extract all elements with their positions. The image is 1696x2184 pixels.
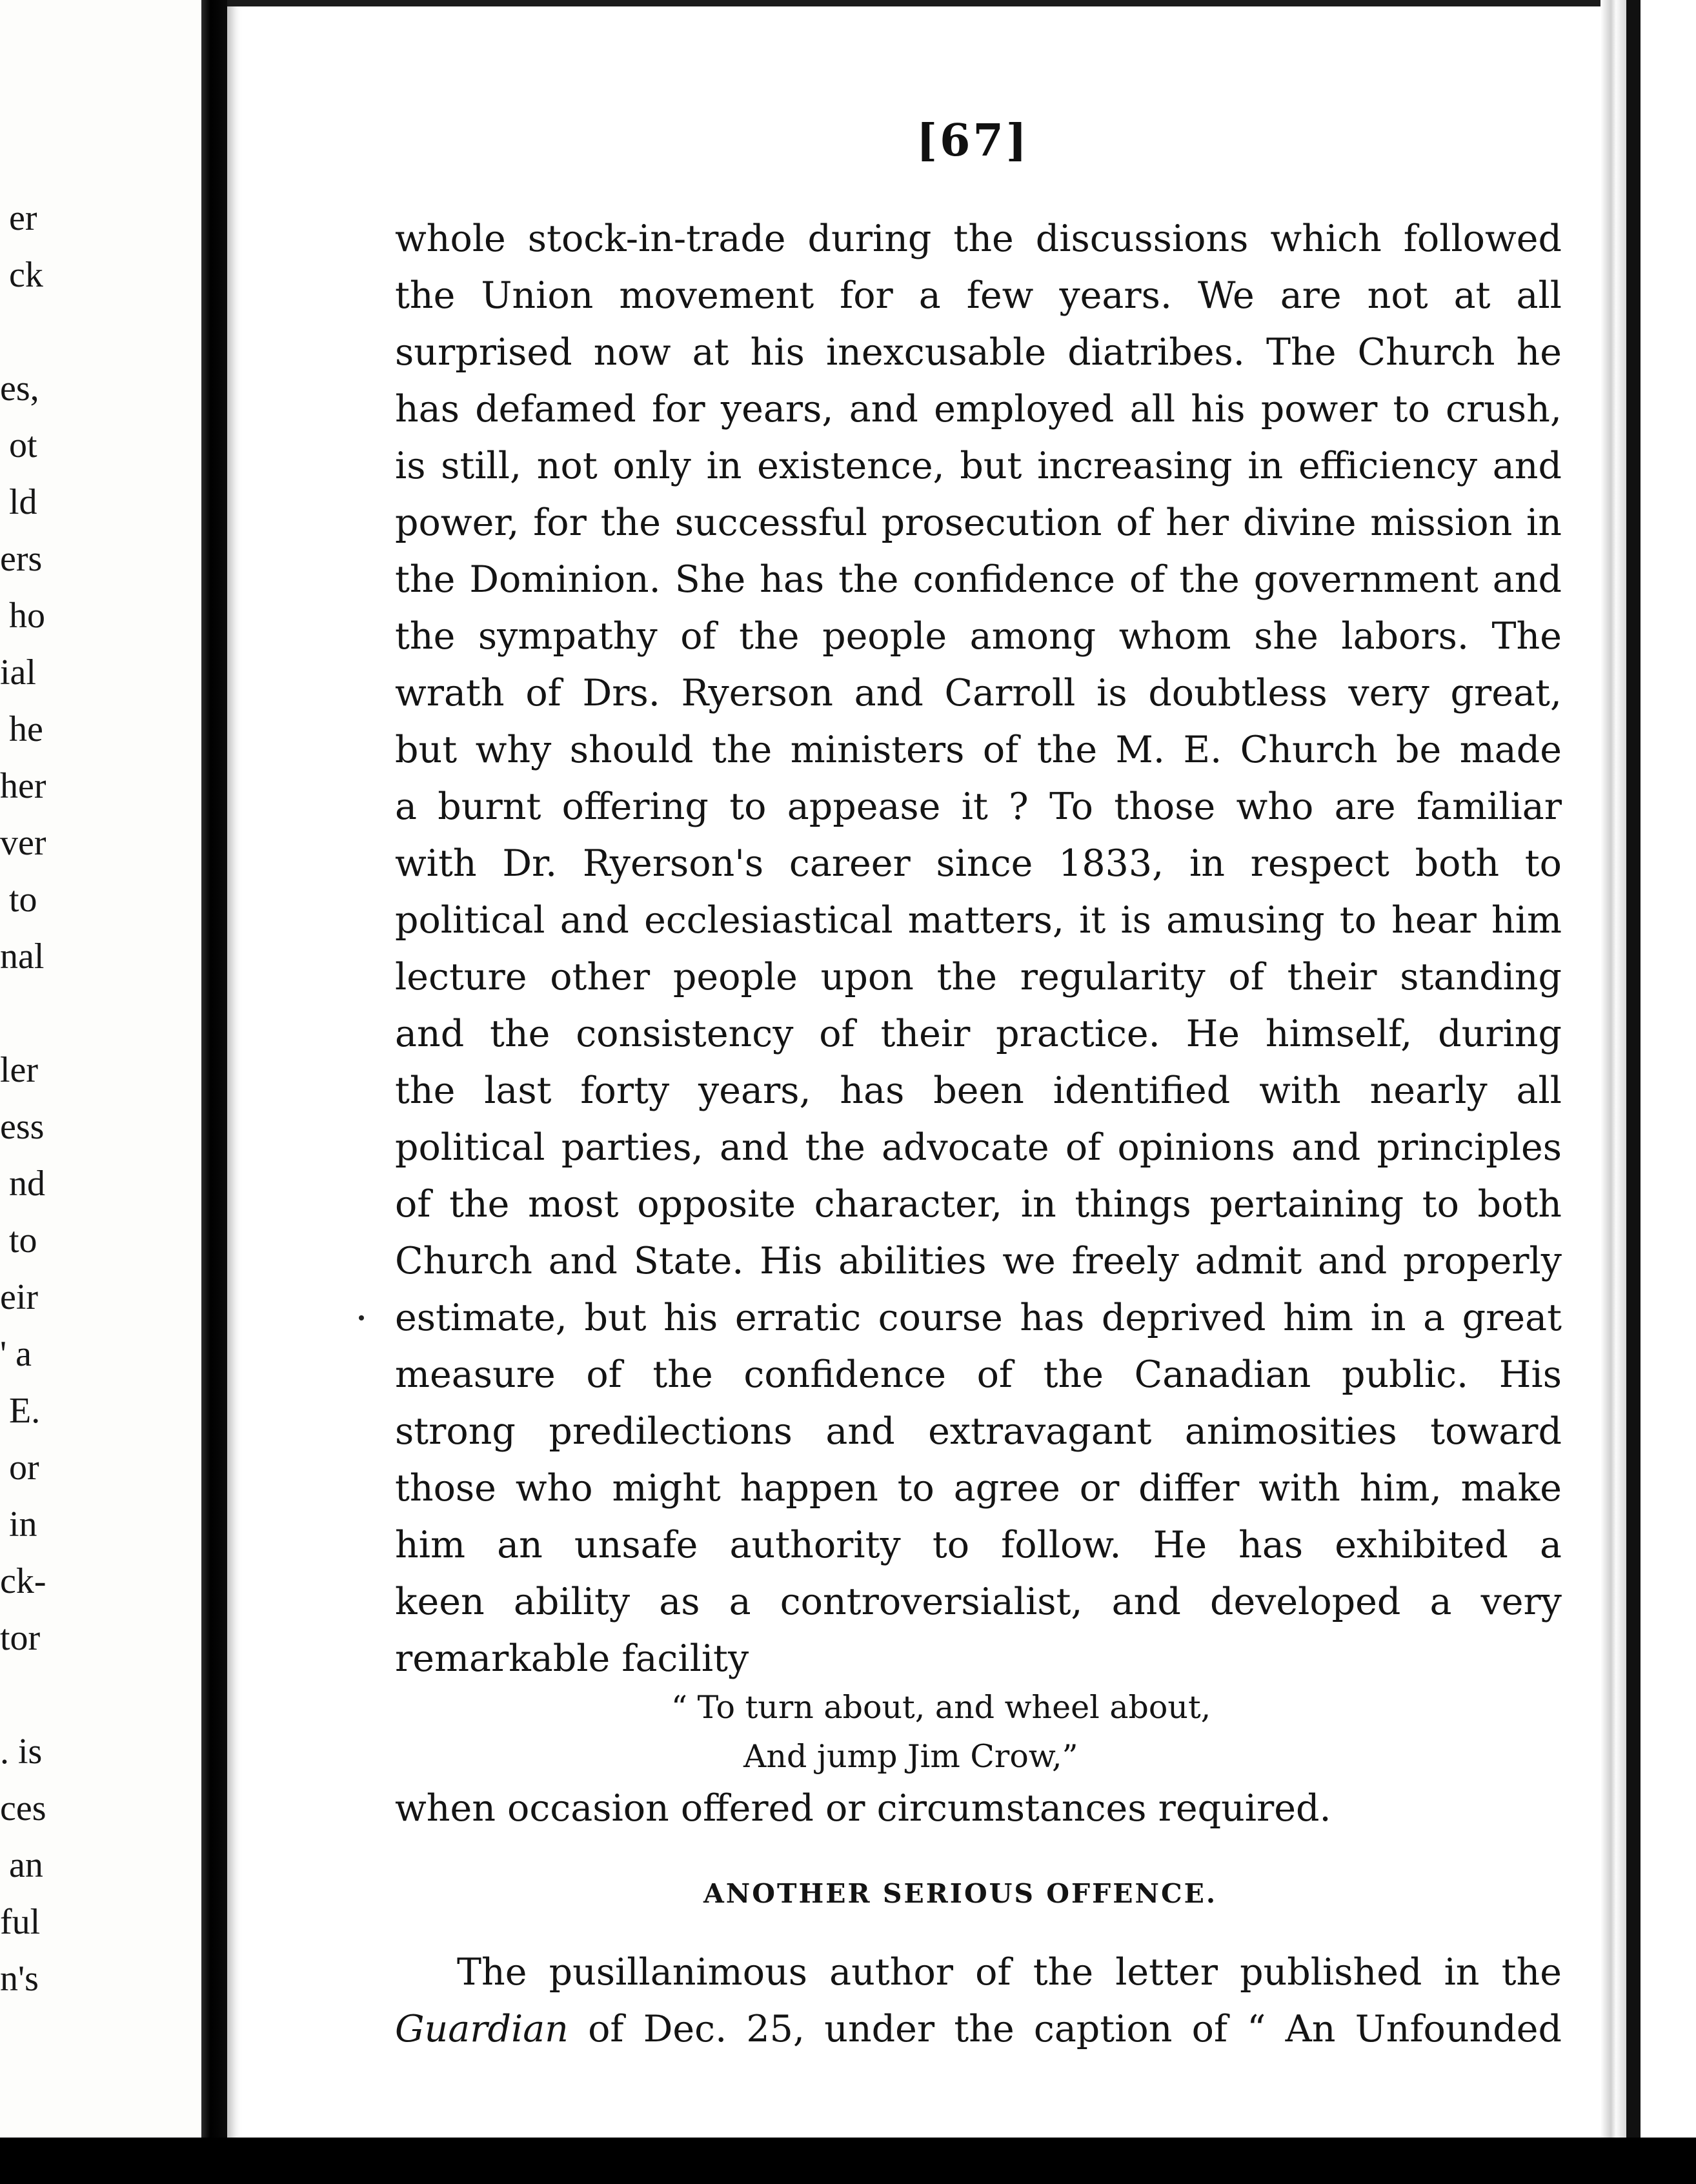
- paragraph1-line: the Union movement for a few years. We are not at all: [395, 274, 1562, 317]
- section-heading: ANOTHER SERIOUS OFFENCE.: [703, 1878, 1218, 1909]
- paragraph1-line: keen ability as a controversialist, and developed a very: [395, 1581, 1562, 1623]
- paragraph1-line: is still, not only in existence, but increasing in efficiency and: [395, 445, 1562, 487]
- paragraph1-line: a burnt offering to appease it ? To those who are familiar: [395, 785, 1562, 828]
- body-paragraph-2: [395, 1944, 1562, 2058]
- verse-line-2: And jump Jim Crow,”: [743, 1738, 1078, 1775]
- paragraph2-line-1: [395, 1944, 1562, 2001]
- left-page-fragment: to: [9, 880, 37, 920]
- paragraph1-line: and the consistency of their practice. He himself, during: [395, 1013, 1562, 1055]
- paragraph2-line-1-text: The pusillanimous author of the letter published in the: [457, 1951, 1562, 1994]
- paragraph1-line: measure of the confidence of the Canadian public. His: [395, 1353, 1562, 1396]
- paragraph1-line: him an unsafe authority to follow. He has exhibited a: [395, 1524, 1562, 1566]
- left-page-fragment: ver: [0, 823, 46, 863]
- paragraph1-line: with Dr. Ryerson's career since 1833, in respect both to: [395, 842, 1562, 885]
- paragraph1-line: has defamed for years, and employed all his power to crush,: [395, 388, 1562, 430]
- page-number: [67]: [916, 115, 1029, 167]
- ink-speck: [359, 1315, 364, 1320]
- paragraph1-line: those who might happen to agree or differ with him, make: [395, 1467, 1562, 1510]
- paragraph1-line: wrath of Drs. Ryerson and Carroll is doubtless very great,: [395, 672, 1562, 714]
- left-page-fragment: nd: [9, 1164, 45, 1204]
- left-page-fragment: ers: [0, 539, 43, 579]
- paragraph1-line: the last forty years, has been identified with nearly all: [395, 1069, 1562, 1112]
- paragraph1-line: the Dominion. She has the confidence of the government and: [395, 558, 1562, 601]
- left-page-fragment: ot: [9, 425, 37, 465]
- paragraph1-line: strong predilections and extravagant animosities toward: [395, 1410, 1562, 1453]
- left-page-fragment: ces: [0, 1788, 46, 1828]
- left-page-fragment: es,: [0, 369, 39, 409]
- paragraph1-line: Church and State. His abilities we freely admit and properly: [395, 1240, 1562, 1282]
- left-page-fragment: er: [9, 198, 37, 238]
- left-facing-page: [0, 0, 200, 2184]
- verse-line-1: “ To turn about, and wheel about,: [671, 1689, 1211, 1726]
- guardian-title: Guardian: [395, 2008, 569, 2050]
- left-page-fragment: her: [0, 766, 46, 806]
- paragraph1-line: political and ecclesiastical matters, it is amusing to hear him: [395, 899, 1562, 942]
- paragraph1-line: political parties, and the advocate of opinions and principles: [395, 1126, 1562, 1169]
- book-spine: [201, 0, 227, 2184]
- paragraph1-line: lecture other people upon the regularity of their standing: [395, 956, 1562, 998]
- left-page-fragment: E.: [9, 1391, 41, 1431]
- scan-bottom-border: [0, 2138, 1696, 2184]
- left-page-fragment: ler: [0, 1050, 39, 1090]
- page-edge-shadow: [1600, 0, 1626, 2184]
- left-page-fragment: ' a: [0, 1334, 32, 1374]
- paragraph1-line: the sympathy of the people among whom she labors. The: [395, 615, 1562, 658]
- top-edge: [227, 0, 1628, 6]
- right-border: [1626, 0, 1696, 2184]
- left-page-fragment: n's: [0, 1959, 39, 1999]
- left-page-fragment: to: [9, 1220, 37, 1260]
- left-page-fragment: ho: [9, 596, 45, 636]
- left-page-fragment: ck: [9, 255, 43, 295]
- paragraph1-line: whole stock-in-trade during the discussions which followed: [395, 217, 1562, 260]
- left-page-fragment: or: [9, 1448, 39, 1488]
- left-page-fragment: in: [9, 1504, 37, 1544]
- left-page-fragment: nal: [0, 936, 45, 976]
- body-paragraph-1: [395, 210, 1562, 1687]
- left-page-fragment: ck-: [0, 1561, 46, 1601]
- continuation-line: when occasion offered or circumstances required.: [395, 1787, 1331, 1830]
- paragraph2-line-2: [395, 2001, 1562, 2058]
- left-page-fragment: ful: [0, 1902, 41, 1942]
- left-page-fragment: tor: [0, 1618, 41, 1658]
- paragraph1-line: of the most opposite character, in things pertaining to both: [395, 1183, 1562, 1226]
- paragraph1-line: but why should the ministers of the M. E. Church be made: [395, 729, 1562, 771]
- left-page-fragment: he: [9, 709, 43, 749]
- paragraph1-line: estimate, but his erratic course has deprived him in a great: [395, 1297, 1562, 1339]
- left-page-fragment: an: [9, 1845, 43, 1885]
- verse-quotation: [671, 1683, 1317, 1781]
- left-page-fragment: ess: [0, 1107, 45, 1147]
- body-continuation: [395, 1780, 1562, 1837]
- paragraph2-line-2-rest: of Dec. 25, under the caption of “ An Unfounded: [568, 2008, 1562, 2050]
- paragraph1-line: power, for the successful prosecution of her divine mission in: [395, 501, 1562, 544]
- paragraph1-line: surprised now at his inexcusable diatribes. The Church he: [395, 331, 1562, 374]
- left-page-fragment: ial: [0, 652, 36, 693]
- left-page-fragment: . is: [0, 1732, 43, 1772]
- paragraph1-line: remarkable facility: [395, 1637, 749, 1680]
- left-page-fragment: eir: [0, 1277, 39, 1317]
- left-page-fragment: ld: [9, 482, 37, 522]
